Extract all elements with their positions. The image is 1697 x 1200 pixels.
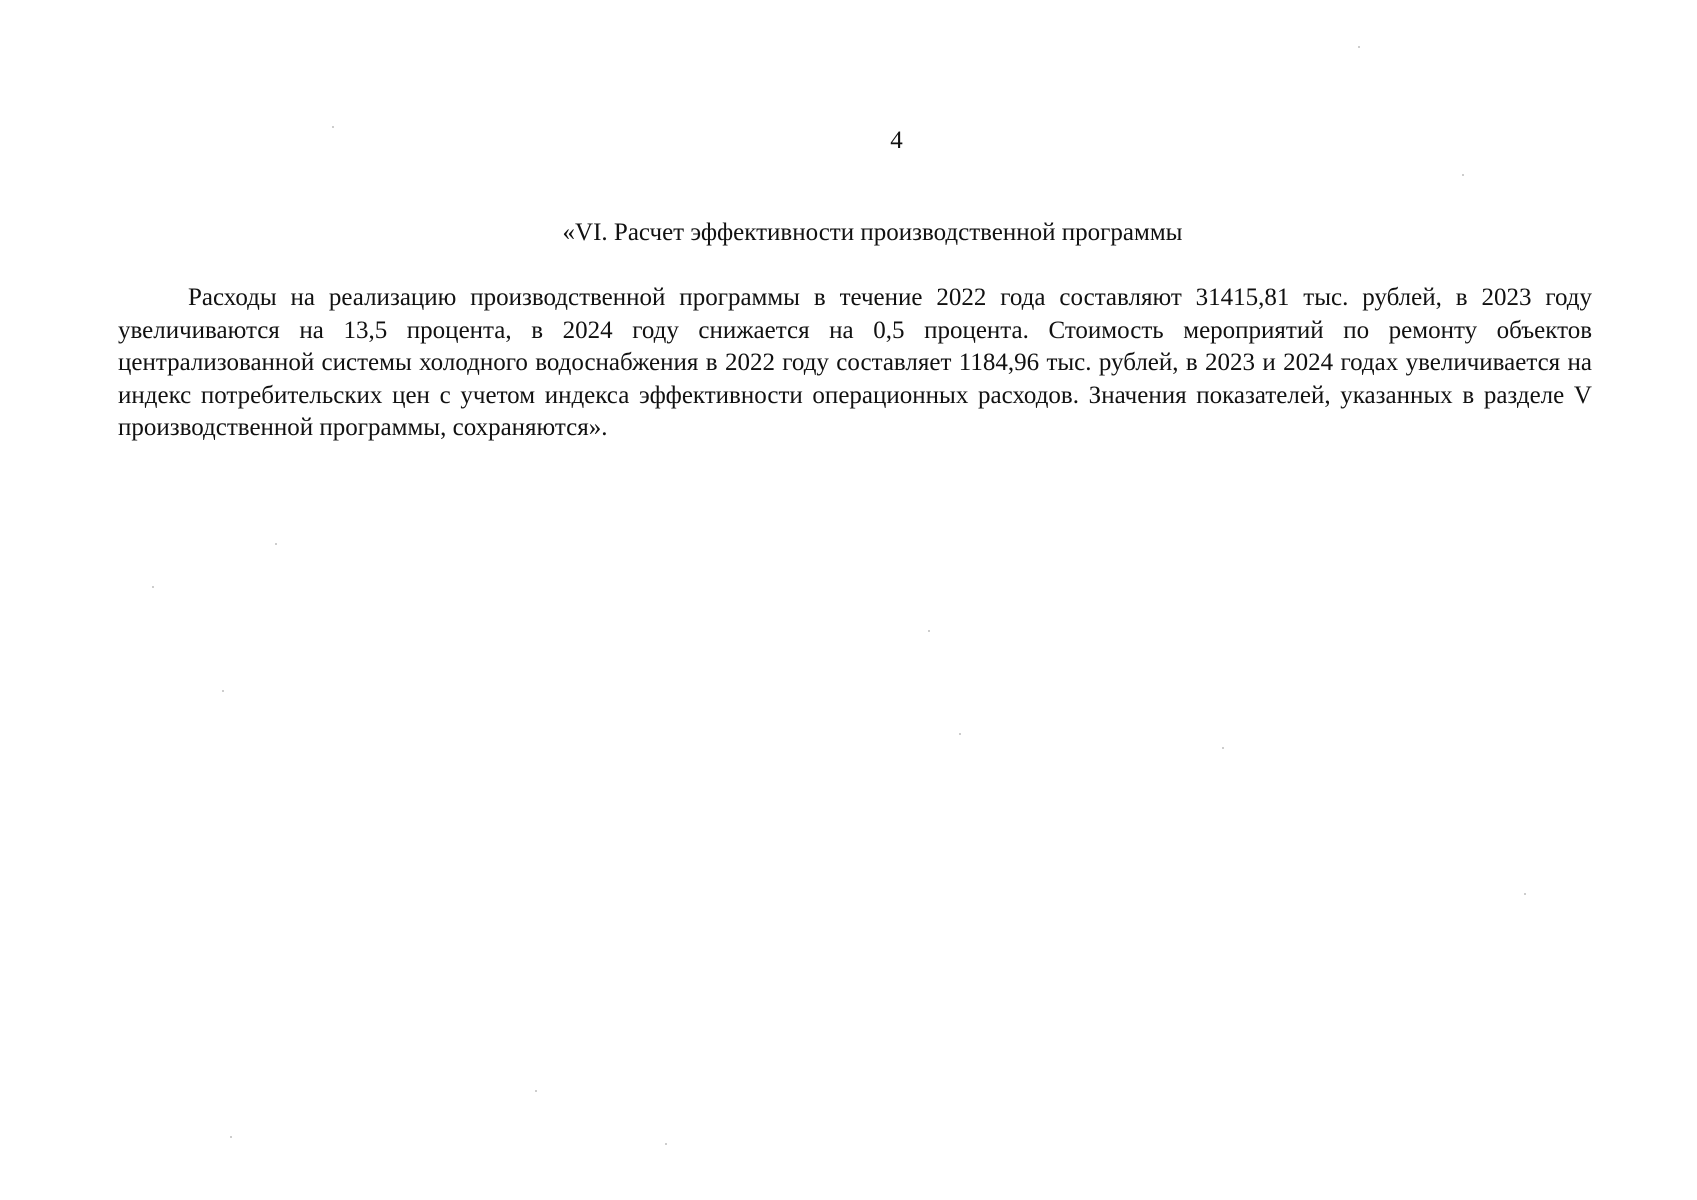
scan-speck	[535, 1090, 537, 1092]
page-number: 4	[890, 127, 903, 154]
scan-speck	[230, 1136, 232, 1138]
scan-speck	[1462, 174, 1464, 176]
scan-speck	[665, 1143, 667, 1145]
section-title: «VI. Расчет эффективности производственной программы	[562, 219, 1183, 246]
scan-speck	[152, 586, 154, 588]
body-paragraph: Расходы на реализацию производственной программы в течение 2022 года составляют 31415,81 тыс. рублей, в 2023 году увеличиваются на 13,5 процента, в 2024 году снижается на 0,5 процента. Стоимость мероприятий по ремонту объектов централизованной системы холодного водоснабжения в 2022 году составляет 1184,96 тыс. рублей, в 2023 и 2024 годах увеличивается на индекс потребительских цен с учетом индекса эффективности операционных расходов. Значения показателей, указанных в разделе V производственной программы, сохраняются».	[118, 284, 1592, 441]
scan-speck	[959, 733, 961, 735]
scan-speck	[332, 126, 334, 128]
scan-speck	[275, 543, 277, 545]
scan-speck	[1524, 893, 1526, 895]
scan-speck	[1358, 46, 1360, 48]
scan-speck	[928, 630, 930, 632]
scan-speck	[1222, 747, 1224, 749]
scan-speck	[222, 690, 224, 692]
